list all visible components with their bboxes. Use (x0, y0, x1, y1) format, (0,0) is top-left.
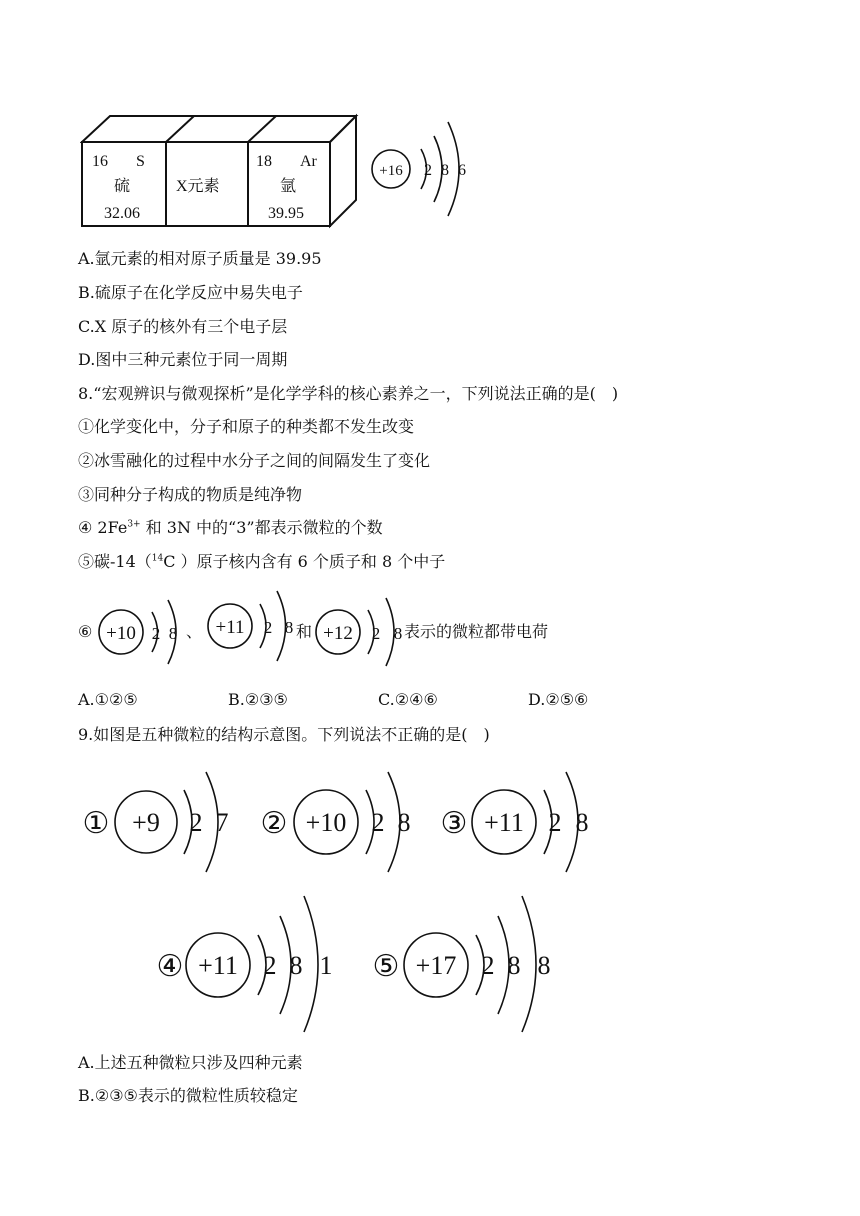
q9-atom-2-marker: ② (260, 807, 288, 840)
s6-atom-magnesium-ion-shell-1: 2 (371, 624, 381, 643)
q9-atom-1-shell-1: 2 (189, 808, 203, 837)
q9-atom-5-shell-1: 2 (481, 951, 495, 980)
q9-atom-3-shell-2: 8 (575, 808, 589, 837)
s5-superscript: 14 (151, 553, 164, 564)
ar-mass: 39.95 (268, 205, 304, 222)
q9-atom-3-marker: ③ (440, 807, 468, 840)
q8-statement-1: ①化学变化中，分子和原子的种类都不发生改变 (78, 417, 415, 436)
s6-atom-sodium-ion (204, 588, 298, 666)
q9-option-b: B.②③⑤表示的微粒性质较稳定 (78, 1086, 298, 1105)
q9-atom-4-shell-1: 2 (263, 951, 277, 980)
q9-option-a: A.上述五种微粒只涉及四种元素 (78, 1053, 303, 1072)
q9-atom-2-shell-1: 2 (371, 808, 385, 837)
q9-atom-2-shell-2: 8 (397, 808, 411, 837)
s6-atom-neon-shell-2: 8 (168, 624, 178, 643)
q8-option-d: D.②⑤⑥ (528, 690, 589, 709)
q9-atom-3-shell-1: 2 (548, 808, 562, 837)
s4-suffix: 和 3N 中的“3”都表示微粒的个数 (140, 518, 383, 537)
s-symbol: S (136, 153, 145, 170)
q8-option-b: B.②③⑤ (228, 690, 288, 709)
q8-statement-3: ③同种分子构成的物质是纯净物 (78, 485, 303, 504)
q9-atom-5-marker: ⑤ (372, 950, 400, 983)
q9-atom-5-nucleus: +17 (415, 951, 457, 980)
q9-atom-5-shell-3: 8 (537, 951, 551, 980)
q9-atom-4-shell-2: 8 (289, 951, 303, 980)
sulfur-atom-diagram (366, 116, 478, 222)
ar-symbol: Ar (300, 153, 317, 170)
s6-atom-magnesium-ion (312, 594, 408, 668)
q8-stem: 8.“宏观辨识与微观探析”是化学学科的核心素养之一，下列说法正确的是( ) (78, 384, 619, 403)
q9-atom-1-shell-2: 7 (215, 808, 229, 837)
q8-statement-2: ②冰雪融化的过程中水分子之间的间隔发生了变化 (78, 451, 431, 470)
s6-atom-sodium-ion-shell-2: 8 (284, 618, 294, 637)
shell-1: 2 (424, 162, 432, 179)
s6-tail-text: 表示的微粒都带电荷 (404, 622, 549, 641)
s-atomic-number: 16 (92, 153, 108, 170)
q9-atom-2 (258, 764, 426, 878)
x-element-label: X元素 (176, 178, 220, 195)
s6-atom-sodium-ion-nucleus: +11 (215, 617, 245, 638)
s6-atom-magnesium-ion-nucleus: +12 (323, 623, 353, 644)
ar-atomic-number: 18 (256, 153, 272, 170)
q9-stem: 9.如图是五种微粒的结构示意图。下列说法不正确的是( ) (78, 725, 490, 744)
s5-suffix: C ）原子核内含有 6 个质子和 8 个中子 (163, 552, 446, 571)
q9-atom-1-marker: ① (82, 807, 110, 840)
q8-statement-5 (78, 552, 445, 572)
q7-option-b: B.硫原子在化学反应中易失电子 (78, 283, 303, 302)
s6-separator-1: 、 (186, 622, 203, 641)
q7-option-a: A.氩元素的相对原子质量是 39.95 (78, 249, 322, 268)
s6-atom-sodium-ion-shell-1: 2 (263, 618, 273, 637)
s-mass: 32.06 (104, 205, 140, 222)
q8-statement-4 (78, 518, 383, 538)
q9-atom-4-nucleus: +11 (198, 951, 238, 980)
q9-atom-5 (368, 892, 564, 1034)
q8-option-c: C.②④⑥ (378, 690, 438, 709)
s4-prefix: ④ 2Fe (78, 518, 128, 537)
q8-option-a: A.①②⑤ (78, 690, 138, 709)
shell-3: 6 (458, 162, 466, 179)
s4-superscript: 3+ (127, 519, 141, 530)
q7-option-d: D.图中三种元素位于同一周期 (78, 350, 288, 369)
shell-2: 8 (441, 162, 449, 179)
q9-atom-3 (438, 764, 608, 878)
q9-atom-2-nucleus: +10 (305, 808, 347, 837)
nucleus-charge: +16 (379, 163, 403, 179)
q9-atom-1 (80, 764, 240, 878)
ar-name: 氩 (280, 178, 297, 195)
s-name: 硫 (114, 178, 131, 195)
q9-atom-4-marker: ④ (156, 950, 184, 983)
q9-atom-4 (154, 892, 344, 1034)
s6-atom-neon-nucleus: +10 (106, 623, 136, 644)
q9-atom-4-shell-3: 1 (319, 951, 333, 980)
q9-atom-3-nucleus: +11 (484, 808, 524, 837)
q9-atom-1-nucleus: +9 (132, 808, 160, 837)
q7-option-c: C.X 原子的核外有三个电子层 (78, 317, 288, 336)
s6-atom-neon (96, 596, 188, 668)
s5-prefix: ⑤碳-14（ (78, 552, 152, 571)
q8-s6-marker: ⑥ (78, 622, 93, 641)
s6-atom-magnesium-ion-shell-2: 8 (393, 624, 403, 643)
s6-separator-2: 和 (296, 622, 313, 641)
s6-atom-neon-shell-1: 2 (151, 624, 161, 643)
q9-atom-5-shell-2: 8 (507, 951, 521, 980)
